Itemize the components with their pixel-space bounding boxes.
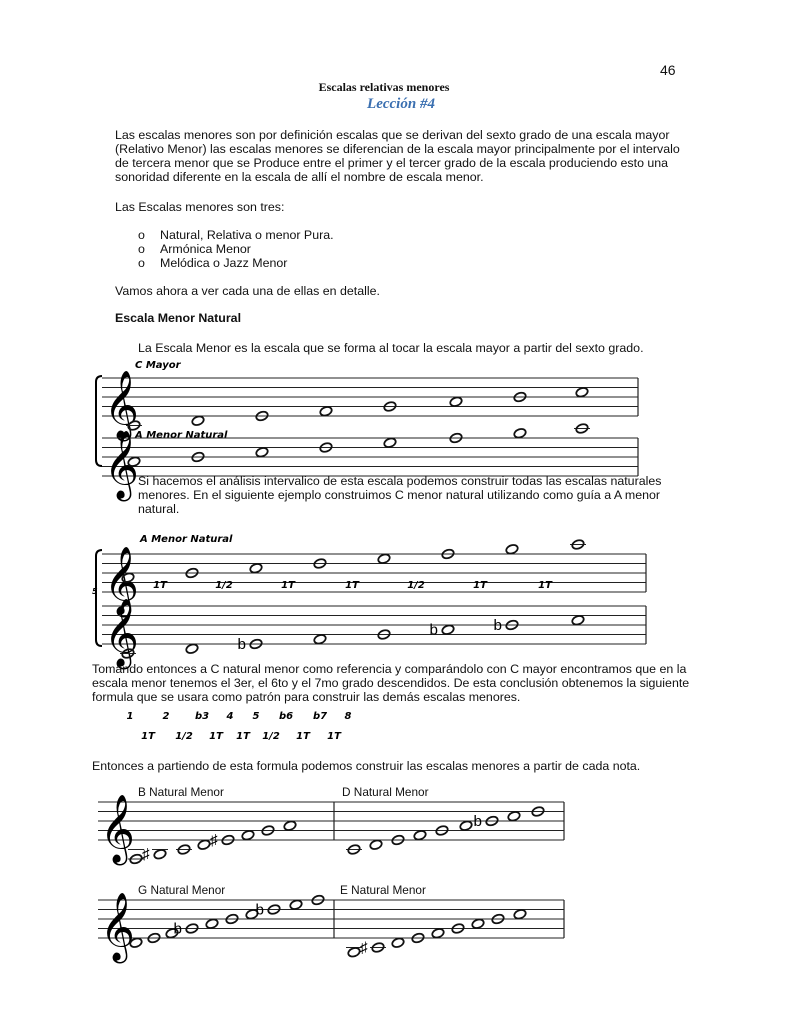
whole-note <box>377 553 391 565</box>
staff-label-c-major: C Mayor <box>135 360 181 371</box>
whole-note <box>283 820 297 832</box>
list-item: o Armónica Menor <box>138 242 251 256</box>
interval-labels <box>153 580 553 591</box>
flat-sign: b <box>473 812 482 830</box>
whole-note <box>507 810 521 822</box>
sharp-sign: ♯ <box>359 939 368 957</box>
whole-note <box>505 543 519 555</box>
formula-degree: 4 <box>226 711 234 722</box>
list-item: o Natural, Relativa o menor Pura. <box>138 228 334 242</box>
minor-scale-formula <box>118 706 358 746</box>
whole-note <box>347 946 361 958</box>
scale-types-list <box>138 228 334 270</box>
bullet-marker: o <box>138 228 145 242</box>
treble-clef: 𝄞 <box>100 796 135 862</box>
whole-note <box>571 614 585 626</box>
sharp-sign: ♯ <box>141 846 150 863</box>
treble-clef: 𝄞 <box>100 894 135 960</box>
sharp-sign: ♯ <box>209 831 218 849</box>
label-e-natural-minor: E Natural Menor <box>340 883 426 897</box>
interval-label: 1T <box>538 580 552 591</box>
whole-note <box>249 562 263 574</box>
flat-sign: b <box>173 920 182 938</box>
list-item: o Melódica o Jazz Menor <box>138 256 288 270</box>
whole-note <box>191 415 205 427</box>
interval-label: 1T <box>473 580 487 591</box>
example-scales <box>92 782 572 960</box>
formula-interval: 1T <box>236 731 250 742</box>
formula-interval: 1T <box>327 731 341 742</box>
formula-interval: 1T <box>209 731 223 742</box>
whole-note <box>471 918 485 930</box>
section-text: La Escala Menor es la escala que se forma al tocar la escala mayor a partir del sexto grado. <box>138 341 644 355</box>
flat-sign: b <box>237 635 246 653</box>
whole-note <box>441 624 455 636</box>
treble-clef: 𝄞 <box>104 548 139 614</box>
intro-paragraph: Las escalas menores son por definición escalas que se derivan del sexto grado de una escala mayor (Relativo Menor) las escalas menores se diferencian de la escala mayor principalmente por el intervalo de tercera menor que se Produce entre el primer y el tercer grado de la escala produciendo esto una sonoridad diferente en la escala de allí el nombre de escala menor. <box>115 128 680 184</box>
whole-note <box>313 633 327 645</box>
types-intro: Las Escalas menores son tres: <box>115 200 285 214</box>
formula-interval: 1T <box>296 731 310 742</box>
label-d-natural-minor: D Natural Menor <box>342 785 429 799</box>
formula-degree: 8 <box>344 711 352 722</box>
whole-note <box>431 927 445 939</box>
treble-clef: 𝄞 <box>104 600 139 666</box>
bullet-marker: o <box>138 256 145 270</box>
whole-note <box>383 437 397 449</box>
staff-system-interval-analysis <box>88 528 648 666</box>
whole-note <box>369 839 383 851</box>
whole-note <box>413 829 427 841</box>
whole-note <box>513 427 527 439</box>
page-number: 46 <box>660 62 676 78</box>
staff-label-a-minor-natural: A Menor Natural <box>140 534 233 545</box>
whole-note <box>575 386 589 398</box>
whole-note <box>319 405 333 417</box>
flat-sign: b <box>429 621 438 639</box>
interval-label: 1T <box>153 580 167 591</box>
formula-degree: b6 <box>278 711 294 722</box>
whole-note <box>197 839 211 851</box>
whole-note <box>153 848 167 860</box>
formula-interval: 1T <box>141 731 155 742</box>
detail-intro: Vamos ahora a ver cada una de ellas en detalle. <box>115 284 380 298</box>
formula-interval: 1/2 <box>175 731 193 742</box>
comparison-paragraph: Tomando entonces a C natural menor como referencia y comparándolo con C mayor encontramos que en la escala menor tenemos el 3er, el 6to y el 7mo grado descendidos. De esta conclusión obtenemos la siguiente formula que se usara como patrón para construir las demás escalas menores. <box>92 662 690 704</box>
formula-interval: 1/2 <box>262 731 280 742</box>
whole-note <box>205 918 219 930</box>
section-heading: Escala Menor Natural <box>115 311 242 325</box>
closing-paragraph: Entonces a partiendo de esta formula podemos construir las escalas menores a partir de cada nota. <box>92 759 641 773</box>
page-title: Escalas relativas menores <box>318 80 450 94</box>
staff-label-a-minor: A Menor Natural <box>135 430 228 441</box>
side-mark: 5 <box>92 587 98 596</box>
label-b-natural-minor: B Natural Menor <box>138 785 224 799</box>
formula-degree: b7 <box>312 711 328 722</box>
whole-note <box>289 899 303 911</box>
flat-sign: b <box>255 901 264 919</box>
whole-note <box>449 396 463 408</box>
whole-note <box>185 643 199 655</box>
interval-label: 1T <box>345 580 359 591</box>
whole-note <box>391 937 405 949</box>
label-g-natural-minor: G Natural Menor <box>138 883 226 897</box>
whole-note <box>459 820 473 832</box>
treble-clef: 𝄞 <box>104 432 139 498</box>
treble-clef: 𝄞 <box>104 372 139 438</box>
formula-degree: 2 <box>162 711 170 722</box>
bullet-marker: o <box>138 242 145 256</box>
interval-label: 1/2 <box>407 580 425 591</box>
formula-degree: 5 <box>252 711 260 722</box>
lesson-heading: Lección #4 <box>367 96 435 112</box>
whole-note <box>513 908 527 920</box>
whole-note <box>241 829 255 841</box>
analysis-paragraph: Si hacemos el análisis intervalico de esta escala podemos construir todas las escalas naturales menores. En el siguiente ejemplo construimos C menor natural utilizando como guía a A menor natural. <box>138 474 662 516</box>
flat-sign: b <box>493 616 502 634</box>
whole-note <box>255 446 269 458</box>
interval-label: 1T <box>281 580 295 591</box>
staff-c-minor <box>102 600 646 670</box>
formula-degree: 1 <box>126 711 134 722</box>
formula-degree: b3 <box>194 711 210 722</box>
interval-label: 1/2 <box>215 580 233 591</box>
